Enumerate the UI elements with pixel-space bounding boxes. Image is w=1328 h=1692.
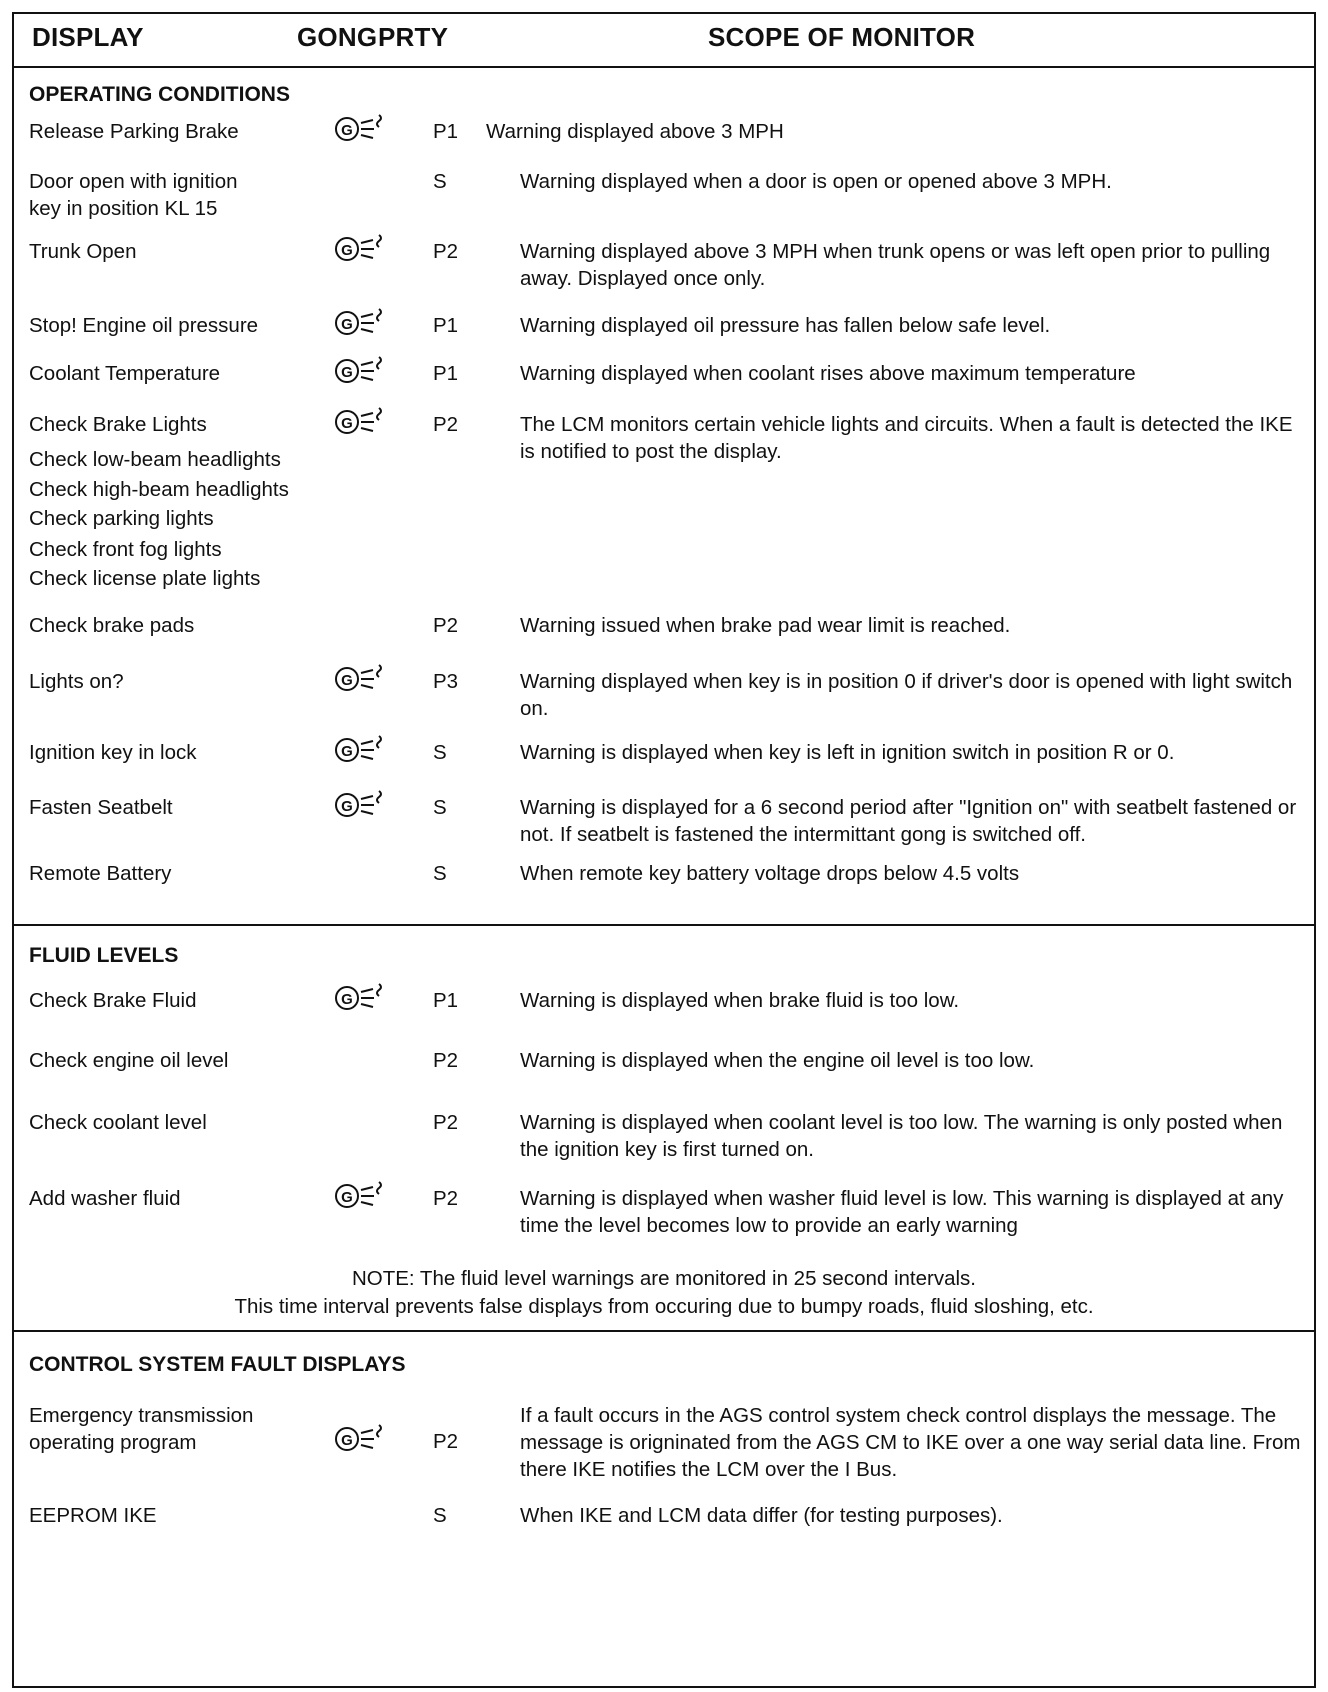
priority-text: P2 [433, 1430, 459, 1453]
display-text: Check high-beam headlights [29, 478, 289, 501]
priority-text: P2 [433, 1049, 459, 1072]
scope-text: Warning issued when brake pad wear limit is reached. [520, 614, 1011, 637]
section-divider [12, 1330, 1316, 1332]
gong-icon [333, 733, 395, 765]
gong-empty-cell [333, 162, 395, 194]
gong-empty-cell [333, 854, 395, 886]
display-text: EEPROM IKE [29, 1504, 157, 1527]
display-text: Remote Battery [29, 862, 172, 885]
display-text: Stop! Engine oil pressure [29, 314, 259, 337]
note-line: NOTE: The fluid level warnings are monitored in 25 second intervals. [351, 1267, 977, 1290]
priority-text: S [433, 796, 447, 819]
gong-empty-cell [333, 1041, 395, 1073]
priority-text: P3 [433, 670, 459, 693]
priority-text: P2 [433, 1187, 459, 1210]
priority-text: P2 [433, 413, 459, 436]
header-divider [12, 66, 1316, 68]
svg-text:G: G [341, 415, 353, 432]
svg-text:G: G [341, 798, 353, 815]
gong-icon [333, 662, 395, 694]
gong-empty-cell [333, 606, 395, 638]
svg-text:G: G [341, 316, 353, 333]
column-header-scope: SCOPE OF MONITOR [708, 22, 976, 52]
priority-text: S [433, 170, 447, 193]
gong-empty-cell [333, 1496, 395, 1528]
svg-text:G: G [341, 364, 353, 381]
scope-text: If a fault occurs in the AGS control system check control displays the message. The message is origninated from the AGS CM to IKE over a one way serial data line. From there IKE notifies the LCM over the I Bus. [520, 1404, 1301, 1481]
priority-text: S [433, 741, 447, 764]
scope-text: Warning is displayed when key is left in ignition switch in position R or 0. [520, 741, 1175, 764]
display-text: Add washer fluid [29, 1187, 181, 1210]
gong-icon [333, 788, 395, 820]
gong-icon [333, 354, 395, 386]
column-header-display: DISPLAY [32, 22, 144, 52]
column-header-gong: GONG [297, 22, 378, 52]
gong-icon [333, 112, 395, 144]
gong-icon [333, 232, 395, 264]
display-text: Check engine oil level [29, 1049, 229, 1072]
display-text: Ignition key in lock [29, 741, 197, 764]
priority-text: S [433, 1504, 447, 1527]
display-text: Emergency transmission operating program [29, 1404, 254, 1454]
display-text: Door open with ignition key in position KL 15 [29, 170, 238, 220]
gong-icon [333, 1179, 395, 1211]
scope-text: Warning displayed when a door is open or opened above 3 MPH. [520, 170, 1112, 193]
gong-icon [333, 306, 395, 338]
svg-text:G: G [341, 242, 353, 259]
note-line: This time interval prevents false displays from occuring due to bumpy roads, fluid sloshing, etc. [234, 1295, 1094, 1318]
priority-text: P1 [433, 120, 459, 143]
priority-text: P1 [433, 314, 459, 337]
display-text: Check brake pads [29, 614, 195, 637]
scope-text: Warning displayed when key is in position 0 if driver's door is opened with light switch on. [520, 670, 1293, 720]
scope-text: Warning is displayed for a 6 second period after "Ignition on" with seatbelt fastened or not. If seatbelt is fastened the intermittant gong is switched off. [520, 796, 1297, 846]
gong-empty-cell [333, 1103, 395, 1135]
priority-text: P2 [433, 240, 459, 263]
column-header-priority: PRTY [378, 22, 449, 52]
scope-text: Warning is displayed when washer fluid level is low. This warning is displayed at any time the level becomes low to provide an early warning [520, 1187, 1284, 1237]
display-text: Check low-beam headlights [29, 448, 281, 471]
fluid-levels-note [0, 1265, 1328, 1321]
section-title-fluid-levels: FLUID LEVELS [29, 944, 179, 967]
gong-icon [333, 405, 395, 437]
scope-text: Warning is displayed when coolant level is too low. The warning is only posted when the ignition key is first turned on. [520, 1111, 1283, 1161]
display-text: Check parking lights [29, 507, 214, 530]
display-text: Check license plate lights [29, 567, 261, 590]
display-text: Fasten Seatbelt [29, 796, 173, 819]
scope-text: The LCM monitors certain vehicle lights and circuits. When a fault is detected the IKE is notified to post the display. [520, 413, 1293, 463]
display-text: Check Brake Fluid [29, 989, 197, 1012]
display-text: Coolant Temperature [29, 362, 221, 385]
scope-text: Warning displayed above 3 MPH when trunk opens or was left open prior to pulling away. Displayed once only. [520, 240, 1271, 290]
priority-text: P2 [433, 1111, 459, 1134]
display-text: Check Brake Lights [29, 413, 207, 436]
priority-text: P1 [433, 989, 459, 1012]
scope-text: Warning displayed oil pressure has fallen below safe level. [520, 314, 1051, 337]
scope-text: Warning displayed when coolant rises above maximum temperature [520, 362, 1136, 385]
section-title-control-system-fault-displays: CONTROL SYSTEM FAULT DISPLAYS [29, 1353, 406, 1376]
priority-text: S [433, 862, 447, 885]
priority-text: P1 [433, 362, 459, 385]
scope-text: When IKE and LCM data differ (for testing purposes). [520, 1504, 1003, 1527]
svg-text:G: G [341, 991, 353, 1008]
display-text: Check front fog lights [29, 538, 222, 561]
svg-text:G: G [341, 122, 353, 139]
display-text: Release Parking Brake [29, 120, 239, 143]
scope-text: Warning is displayed when brake fluid is too low. [520, 989, 960, 1012]
section-divider [12, 924, 1316, 926]
scope-text: When remote key battery voltage drops below 4.5 volts [520, 862, 1020, 885]
svg-text:G: G [341, 672, 353, 689]
svg-text:G: G [341, 1189, 353, 1206]
display-text: Trunk Open [29, 240, 137, 263]
priority-text: P2 [433, 614, 459, 637]
gong-icon [333, 981, 395, 1013]
section-title-operating-conditions: OPERATING CONDITIONS [29, 83, 290, 106]
scope-text: Warning is displayed when the engine oil level is too low. [520, 1049, 1035, 1072]
display-text: Check coolant level [29, 1111, 207, 1134]
svg-text:G: G [341, 743, 353, 760]
scope-text: Warning displayed above 3 MPH [486, 120, 784, 143]
display-text: Lights on? [29, 670, 124, 693]
svg-text:G: G [341, 1432, 353, 1449]
gong-icon [333, 1422, 395, 1454]
